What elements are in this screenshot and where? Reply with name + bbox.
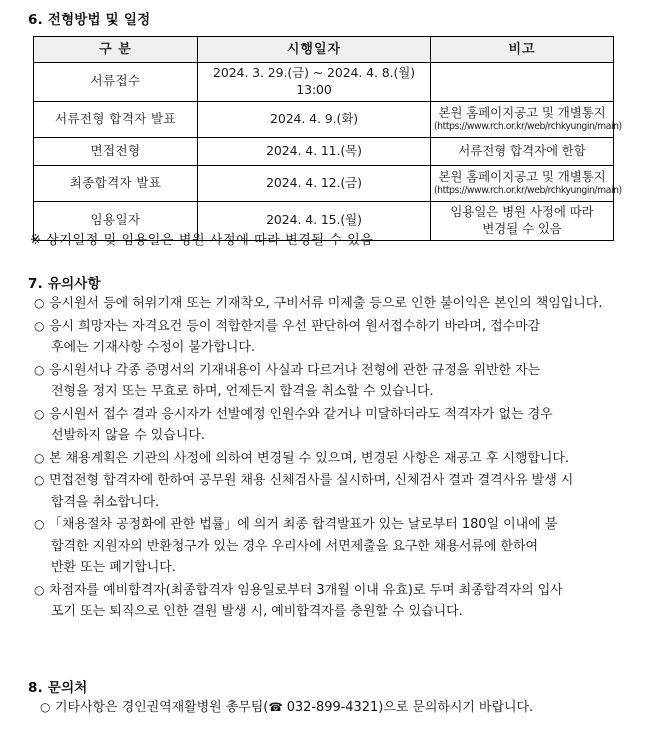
bullet-circle-icon: ○ [34, 362, 45, 377]
bullet-circle-icon: ○ [34, 296, 45, 310]
list-item [34, 404, 634, 447]
bullet-circle-icon: ○ [34, 406, 45, 421]
cell-remarks [431, 101, 622, 137]
notice-line: 합격을 취소합니다. [51, 494, 160, 510]
schedule-table-body [34, 63, 622, 241]
schedule-table [33, 36, 622, 241]
list-item [34, 316, 634, 359]
remarks-line-1: 임용일은 병원 사정에 따라 [450, 203, 594, 219]
notice-line: 응시원서나 각종 증명서의 기재내용이 사실과 다르거나 전형에 관한 규정을 위반한 자는 [49, 362, 541, 378]
notice-line: 응시 희망자는 자격요건 등이 적합한지를 우선 판단하여 원서접수하기 바라며, 접수마감 [49, 318, 541, 334]
notice-line: 응시원서 등에 허위기재 또는 기재착오, 구비서류 미제출 등으로 인한 불이익은 본인의 책임입니다. [49, 296, 603, 311]
notice-line: 차점자를 예비합격자(최종합격자 임용일로부터 3개월 이내 유효)로 두며 최종합격자의 입사 [49, 582, 563, 598]
notice-text [49, 404, 634, 447]
cell-division: 면접전형 [34, 137, 198, 165]
list-item [40, 697, 640, 719]
cell-remarks [431, 137, 614, 165]
list-item [34, 470, 634, 513]
table-row [34, 165, 614, 201]
notice-text [49, 316, 634, 359]
notice-line: 면접전형 합격자에 한하여 공무원 채용 신체검사를 실시하며, 신체검사 결과 결격사유 발생 시 [49, 473, 574, 488]
notice-text [49, 448, 634, 470]
notice-line: 「채용절차 공정화에 관한 법률」에 의거 최종 합격발표가 있는 날로부터 180일 이내에 불 [49, 517, 558, 532]
cell-remarks [431, 165, 622, 201]
column-header-date: 시행일자 [198, 37, 431, 63]
schedule-footnote: ※ 상기일정 및 임용일은 병원 사정에 따라 변경될 수 있음 [30, 233, 374, 248]
telephone-icon: ☎ [268, 700, 283, 714]
notice-line: 합격한 지원자의 반환청구가 있는 경우 우리사에 서면제출을 요구한 채용서류에 한하여 [51, 538, 539, 554]
bullet-circle-icon: ○ [34, 582, 45, 597]
phone-number: 032-899-4321 [282, 700, 379, 715]
schedule-table-container [33, 36, 622, 241]
section-6-heading: 6. 전형방법 및 일정 [28, 12, 151, 28]
list-item [34, 448, 634, 470]
cell-date: 2024. 4. 12.(금) [198, 165, 431, 201]
schedule-table-head [34, 37, 614, 63]
cell-date: 2024. 4. 15.(월) [198, 201, 431, 240]
bullet-circle-icon: ○ [34, 517, 45, 531]
notice-line: 후에는 기재사항 수정이 불가합니다. [51, 340, 255, 355]
contact-list [40, 697, 640, 719]
notice-text [49, 470, 634, 513]
remarks-url: (https://www.rch.or.kr/web/rchkyungin/main) [434, 121, 622, 133]
cell-date: 2024. 4. 11.(목) [198, 137, 431, 165]
cell-remarks [431, 201, 614, 240]
bullet-circle-icon: ○ [34, 450, 45, 465]
cell-date: 2024. 3. 29.(금) ~ 2024. 4. 8.(월) 13:00 [198, 63, 431, 102]
column-header-division: 구 분 [34, 37, 198, 63]
remarks-line-2: 변경될 수 있음 [482, 220, 562, 236]
remarks-line-1: 본원 홈페이지공고 및 개별통지 [438, 104, 606, 120]
table-row [34, 137, 614, 165]
contact-suffix: )으로 문의하시기 바랍니다. [378, 700, 534, 715]
remarks-url: (https://www.rch.or.kr/web/rchkyungin/main) [434, 185, 622, 197]
notice-line: 본 채용계획은 기관의 사정에 의하여 변경될 수 있으며, 변경된 사항은 재공고 후 시행합니다. [49, 450, 569, 466]
contact-text [55, 697, 533, 718]
list-item [34, 360, 634, 403]
remarks-line-1: 서류전형 합격자에 한함 [458, 142, 586, 158]
section-7-heading: 7. 유의사항 [28, 276, 101, 292]
table-row [34, 63, 614, 102]
list-item [34, 580, 634, 623]
notice-text [49, 580, 634, 623]
bullet-circle-icon: ○ [40, 700, 51, 714]
notice-text [49, 514, 634, 579]
section-8-heading: 8. 문의처 [28, 680, 88, 696]
notice-line: 포기 또는 퇴직으로 인한 결원 발생 시, 예비합격자를 충원할 수 있습니다. [51, 604, 463, 619]
cell-division: 최종합격자 발표 [34, 165, 198, 201]
cell-remarks [431, 63, 614, 102]
cell-date: 2024. 4. 9.(화) [198, 101, 431, 137]
notice-line: 응시원서 접수 결과 응시자가 선발예정 인원수와 같거나 미달하더라도 적격자가 없는 경우 [49, 406, 553, 422]
notice-text [49, 360, 634, 403]
bullet-circle-icon: ○ [34, 318, 45, 333]
notice-list [34, 293, 634, 624]
list-item [34, 293, 634, 315]
notice-text [49, 293, 634, 315]
bullet-circle-icon: ○ [34, 473, 45, 487]
cell-division: 서류접수 [34, 63, 198, 102]
column-header-remarks: 비고 [431, 37, 614, 63]
notice-line: 반환 또는 폐기합니다. [51, 560, 176, 575]
contact-prefix: 기타사항은 경인권역재활병원 총무팀( [55, 700, 269, 715]
list-item [34, 514, 634, 579]
notice-line: 선발하지 않을 수 있습니다. [51, 428, 205, 443]
cell-division: 서류전형 합격자 발표 [34, 101, 198, 137]
table-row [34, 101, 614, 137]
remarks-line-1: 본원 홈페이지공고 및 개별통지 [438, 168, 606, 184]
cell-division: 임용일자 [34, 201, 198, 240]
table-header-row [34, 37, 614, 63]
notice-line: 전형을 정지 또는 무효로 하며, 언제든지 합격을 취소할 수 있습니다. [51, 384, 434, 399]
